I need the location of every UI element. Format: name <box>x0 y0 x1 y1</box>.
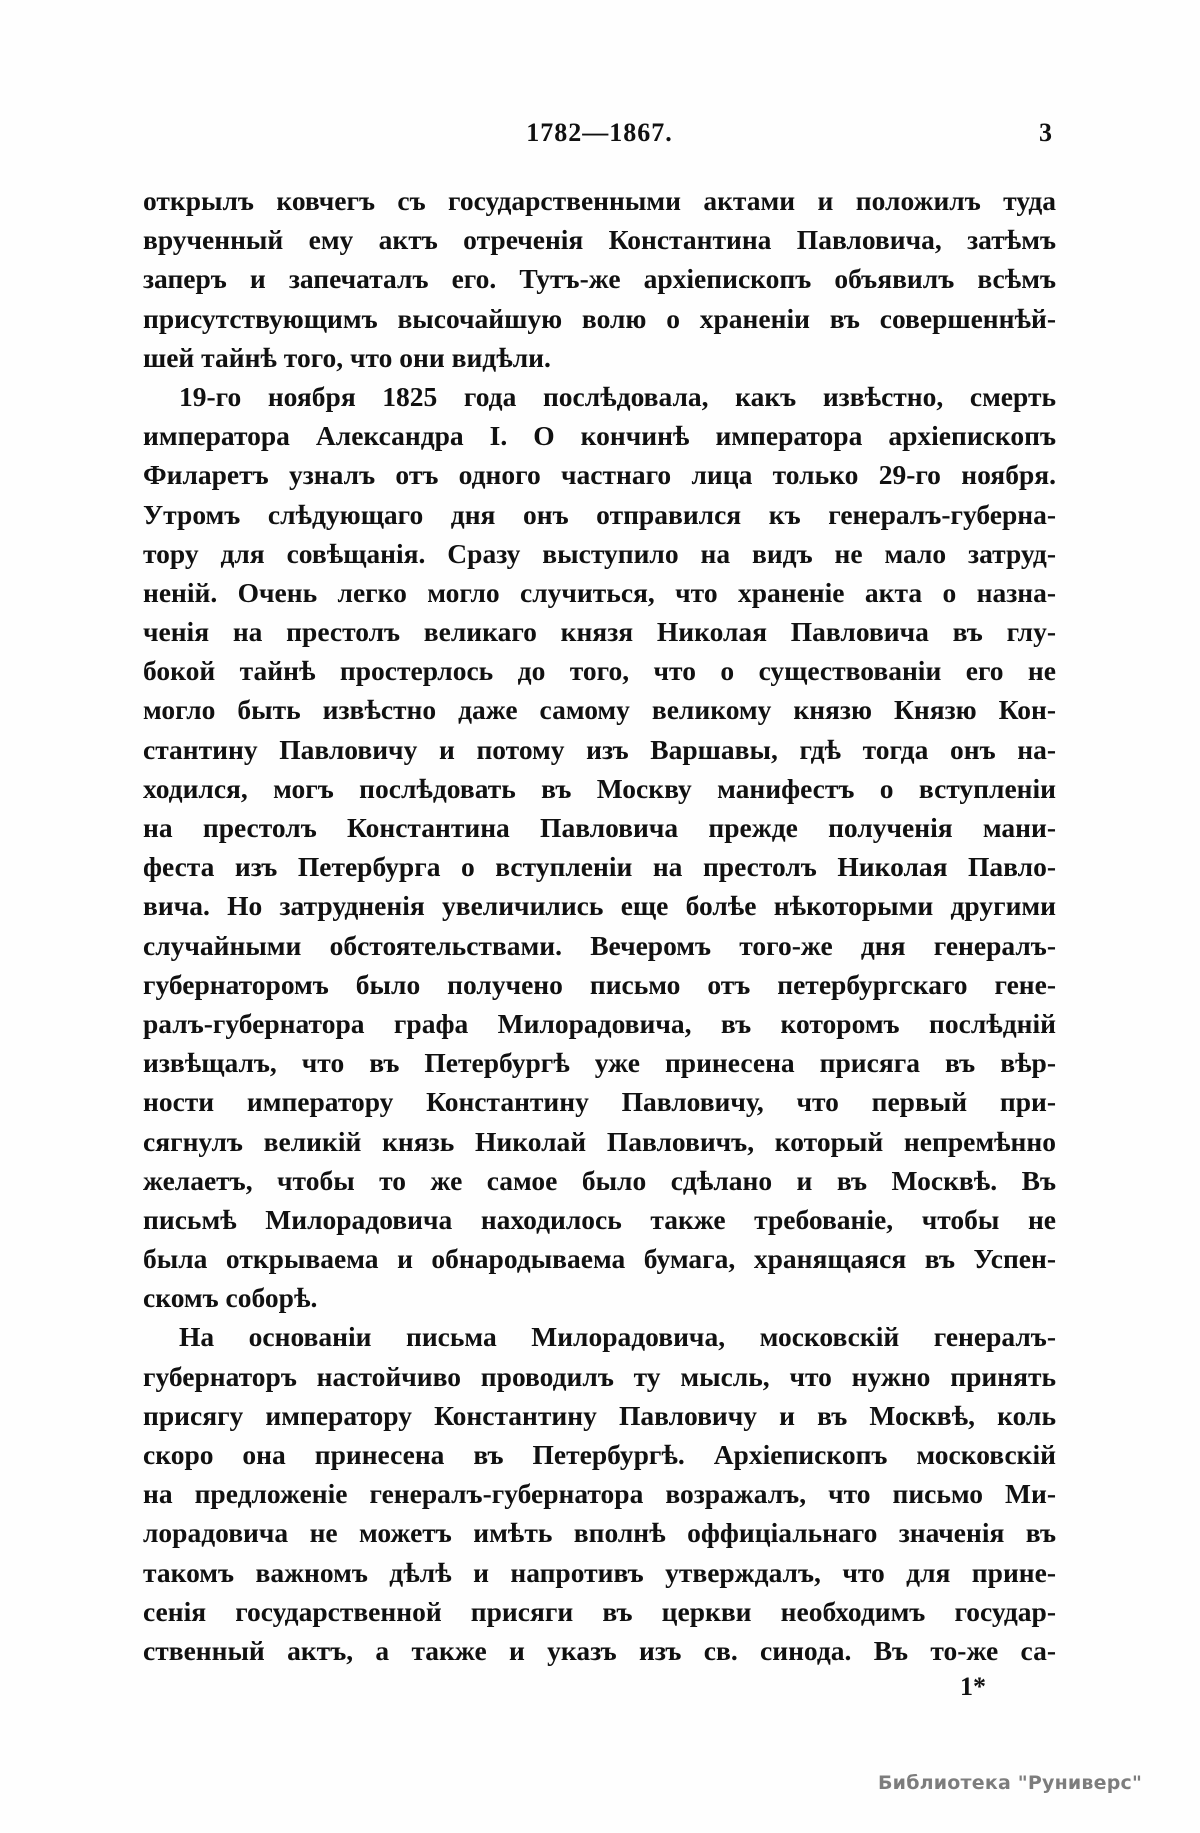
text-line: врученный ему актъ отреченія Константина Павловича, затѣмъ <box>143 224 1056 256</box>
text-line: неній. Очень легко могло случиться, что храненіе акта о назна- <box>143 576 1056 608</box>
body-text <box>143 181 1056 1670</box>
text-line: открылъ ковчегъ съ государственными актами и положилъ туда <box>143 185 1056 216</box>
text-line: ственный актъ, а также и указъ изъ св. синода. Въ то-же са- <box>143 1634 1056 1666</box>
text-line: на престолъ Константина Павловича прежде полученія мани- <box>143 812 1056 843</box>
text-line: на предложеніе генералъ-губернатора возражалъ, что письмо Ми- <box>143 1478 1056 1510</box>
text-line: ралъ-губернатора графа Милорадовича, въ которомъ послѣдній <box>143 1007 1056 1039</box>
text-line: стантину Павловичу и потому изъ Варшавы, гдѣ тогда онъ на- <box>143 733 1056 765</box>
text-line: заперъ и запечаталъ его. Тутъ-же архіепископъ объявилъ всѣмъ <box>143 263 1056 295</box>
text-line: императора Александра I. О кончинѣ императора архіепископъ <box>143 420 1056 452</box>
text-line: 19-го ноября 1825 года послѣдовала, какъ извѣстно, смерть <box>179 380 1056 412</box>
text-line: губернаторомъ было получено письмо отъ петербургскаго гене- <box>143 968 1056 1000</box>
page-number: 3 <box>1039 118 1052 147</box>
text-line: ченія на престолъ великаго князя Николая Павловича въ глу- <box>143 616 1056 648</box>
text-line: Утромъ слѣдующаго дня онъ отправился къ генералъ-губерна- <box>143 498 1056 530</box>
text-line: такомъ важномъ дѣлѣ и напротивъ утверждалъ, что для прине- <box>143 1556 1056 1588</box>
text-line: шей тайнѣ того, что они видѣли. <box>143 341 551 373</box>
text-line: На основаніи письма Милорадовича, московскій генералъ- <box>179 1321 1056 1353</box>
text-line: сенія государственной присяги въ церкви необходимъ государ- <box>143 1595 1056 1627</box>
text-line: сягнулъ великій князь Николай Павловичъ, который непремѣнно <box>143 1125 1056 1157</box>
text-line: скоро она принесена въ Петербургѣ. Архіепископъ московскій <box>143 1439 1056 1470</box>
text-line: Филаретъ узналъ отъ одного частнаго лица только 29-го ноября. <box>143 459 1056 491</box>
signature-mark: 1* <box>960 1672 986 1701</box>
text-line: присутствующимъ высочайшую волю о храненіи въ совершеннѣй- <box>143 302 1056 334</box>
text-line: извѣщалъ, что въ Петербургѣ уже принесена присяга въ вѣр- <box>143 1047 1056 1079</box>
running-head <box>143 118 1056 154</box>
text-line: случайными обстоятельствами. Вечеромъ того-же дня генералъ- <box>143 929 1056 961</box>
text-line: феста изъ Петербурга о вступленіи на престолъ Николая Павло- <box>143 851 1056 883</box>
text-line: губернаторъ настойчиво проводилъ ту мысль, что нужно принять <box>143 1360 1056 1392</box>
text-line: ходился, могъ послѣдовать въ Москву манифестъ о вступленіи <box>143 772 1056 804</box>
paragraph <box>143 1317 1056 1670</box>
text-line: присягу императору Константину Павловичу и въ Москвѣ, коль <box>143 1399 1056 1431</box>
text-line: письмѣ Милорадовича находилось также требованіе, чтобы не <box>143 1203 1056 1235</box>
running-title: 1782—1867. <box>526 118 673 147</box>
paragraph <box>143 377 1056 1318</box>
text-line: скомъ соборѣ. <box>143 1282 318 1314</box>
text-line: была открываема и обнародываема бумага, хранящаяся въ Успен- <box>143 1243 1056 1275</box>
text-line: могло быть извѣстно даже самому великому князю Князю Кон- <box>143 694 1056 726</box>
text-line: лорадовича не можетъ имѣть вполнѣ оффиціальнаго значенія въ <box>143 1517 1056 1549</box>
library-watermark: Библиотека "Руниверс" <box>878 1772 1143 1794</box>
text-line: вича. Но затрудненія увеличились еще болѣе нѣкоторыми другими <box>143 890 1056 922</box>
text-line: ности императору Константину Павловичу, что первый при- <box>143 1086 1056 1118</box>
text-line: бокой тайнѣ простерлось до того, что о существованіи его не <box>143 655 1056 687</box>
text-line: желаетъ, чтобы то же самое было сдѣлано и въ Москвѣ. Въ <box>143 1164 1056 1196</box>
paragraph <box>143 181 1056 377</box>
text-line: тору для совѣщанія. Сразу выступило на видъ не мало затруд- <box>143 537 1056 569</box>
